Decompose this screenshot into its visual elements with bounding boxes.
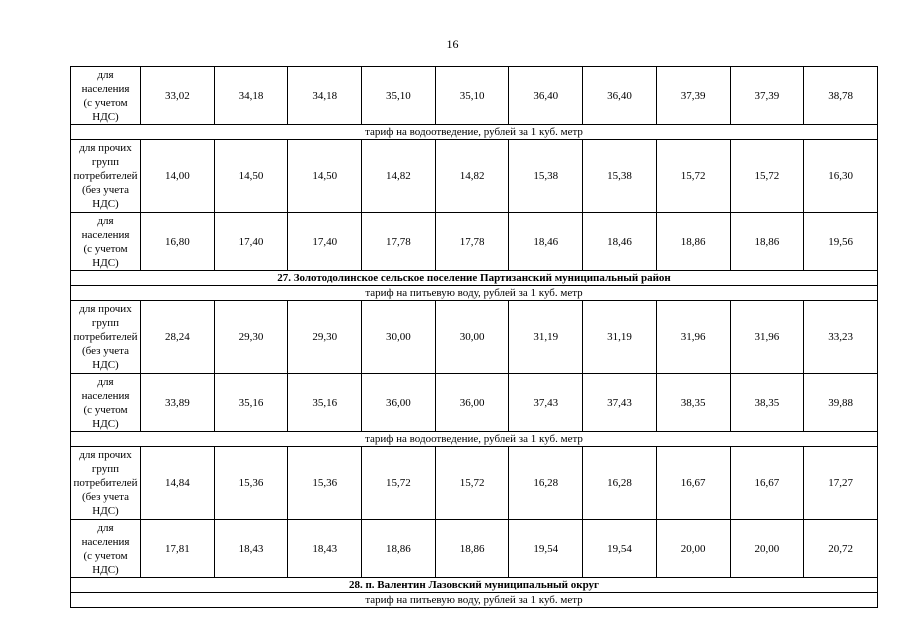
tariff-value-cell: 16,28 (583, 447, 657, 520)
row-label-line: для населения (81, 521, 130, 548)
tariff-value-cell: 30,00 (435, 301, 509, 374)
table-row (71, 374, 878, 432)
tariff-value-cell: 31,96 (730, 301, 804, 374)
tariff-value-cell: 14,84 (141, 447, 215, 520)
row-label-line: (без учета (82, 184, 129, 196)
tariff-value-cell: 19,54 (509, 520, 583, 578)
tariff-value-cell: 14,50 (214, 140, 288, 213)
row-label-line: для населения (81, 214, 130, 241)
row-label-line: НДС) (92, 563, 119, 576)
row-label (71, 447, 141, 520)
section-heading: 27. Золотодолинское сельское поселение Партизанский муниципальный район (71, 271, 878, 286)
tariff-value-cell: 15,36 (214, 447, 288, 520)
tariff-value-cell: 36,00 (362, 374, 436, 432)
tariff-value-cell: 19,54 (583, 520, 657, 578)
row-label-line: потребителей (73, 170, 138, 182)
tariff-value-cell: 18,86 (730, 213, 804, 271)
section-heading-row (71, 271, 878, 286)
row-label-line: НДС) (92, 256, 119, 269)
tariff-value-cell: 31,96 (656, 301, 730, 374)
tariff-value-cell: 35,16 (214, 374, 288, 432)
table-row (71, 301, 878, 374)
tariff-value-cell: 35,10 (362, 67, 436, 125)
tariff-value-cell: 20,72 (804, 520, 878, 578)
tariff-value-cell: 29,30 (214, 301, 288, 374)
tariff-value-cell: 17,78 (435, 213, 509, 271)
tariff-value-cell: 16,67 (656, 447, 730, 520)
tariff-value-cell: 33,02 (141, 67, 215, 125)
tariff-subheading: тариф на водоотведение, рублей за 1 куб. метр (71, 125, 878, 140)
tariff-value-cell: 17,27 (804, 447, 878, 520)
row-label-line: (с учетом (83, 96, 128, 109)
row-label (71, 301, 141, 374)
tariff-value-cell: 14,50 (288, 140, 362, 213)
row-label-line: НДС) (92, 198, 119, 210)
tariff-value-cell: 17,40 (288, 213, 362, 271)
row-label-line: (с учетом (83, 403, 128, 416)
row-label-line: для населения (81, 68, 130, 95)
section-heading: 28. п. Валентин Лазовский муниципальный округ (71, 578, 878, 593)
tariff-value-cell: 37,43 (509, 374, 583, 432)
tariff-value-cell: 18,86 (362, 520, 436, 578)
tariff-value-cell: 14,82 (435, 140, 509, 213)
table-row (71, 140, 878, 213)
table-row (71, 67, 878, 125)
tariff-subheading-row (71, 286, 878, 301)
row-label-line: (с учетом (83, 242, 128, 255)
tariff-value-cell: 37,39 (730, 67, 804, 125)
row-label (71, 520, 141, 578)
tariff-value-cell: 36,00 (435, 374, 509, 432)
tariff-table (70, 66, 878, 608)
tariff-value-cell: 15,38 (509, 140, 583, 213)
tariff-value-cell: 19,56 (804, 213, 878, 271)
tariff-value-cell: 35,16 (288, 374, 362, 432)
tariff-value-cell: 38,78 (804, 67, 878, 125)
tariff-value-cell: 15,72 (435, 447, 509, 520)
tariff-value-cell: 38,35 (730, 374, 804, 432)
row-label-line: для прочих (79, 142, 132, 154)
row-label (71, 67, 141, 125)
table-row (71, 447, 878, 520)
table-row (71, 520, 878, 578)
tariff-value-cell: 15,36 (288, 447, 362, 520)
tariff-value-cell: 39,88 (804, 374, 878, 432)
tariff-value-cell: 18,43 (288, 520, 362, 578)
row-label-line: НДС) (92, 505, 119, 517)
row-label (71, 374, 141, 432)
row-label-line: потребителей (73, 477, 138, 489)
row-label-line: НДС) (92, 110, 119, 123)
tariff-value-cell: 34,18 (288, 67, 362, 125)
tariff-value-cell: 15,72 (362, 447, 436, 520)
tariff-value-cell: 17,81 (141, 520, 215, 578)
tariff-value-cell: 14,00 (141, 140, 215, 213)
tariff-value-cell: 34,18 (214, 67, 288, 125)
row-label-line: потребителей (73, 331, 138, 343)
row-label-line: для населения (81, 375, 130, 402)
row-label-line: (с учетом (83, 549, 128, 562)
tariff-value-cell: 18,43 (214, 520, 288, 578)
tariff-value-cell: 31,19 (509, 301, 583, 374)
tariff-value-cell: 36,40 (583, 67, 657, 125)
tariff-subheading: тариф на питьевую воду, рублей за 1 куб. метр (71, 286, 878, 301)
tariff-value-cell: 18,46 (509, 213, 583, 271)
tariff-value-cell: 15,38 (583, 140, 657, 213)
tariff-subheading: тариф на питьевую воду, рублей за 1 куб. метр (71, 593, 878, 608)
row-label-line: для прочих (79, 449, 132, 461)
tariff-value-cell: 33,89 (141, 374, 215, 432)
section-heading-row (71, 578, 878, 593)
tariff-value-cell: 16,30 (804, 140, 878, 213)
row-label-line: групп (91, 317, 120, 329)
row-label (71, 213, 141, 271)
tariff-value-cell: 14,82 (362, 140, 436, 213)
tariff-subheading-row (71, 125, 878, 140)
tariff-value-cell: 16,28 (509, 447, 583, 520)
row-label-line: групп (91, 463, 120, 475)
tariff-value-cell: 30,00 (362, 301, 436, 374)
tariff-subheading: тариф на водоотведение, рублей за 1 куб. метр (71, 432, 878, 447)
tariff-value-cell: 20,00 (730, 520, 804, 578)
row-label-line: групп (91, 156, 120, 168)
tariff-value-cell: 15,72 (656, 140, 730, 213)
page-number: 16 (446, 37, 459, 51)
row-label-line: НДС) (92, 417, 119, 430)
tariff-value-cell: 15,72 (730, 140, 804, 213)
row-label-line: НДС) (92, 359, 119, 371)
tariff-value-cell: 16,80 (141, 213, 215, 271)
row-label (71, 140, 141, 213)
tariff-value-cell: 37,39 (656, 67, 730, 125)
tariff-value-cell: 37,43 (583, 374, 657, 432)
tariff-value-cell: 29,30 (288, 301, 362, 374)
tariff-value-cell: 20,00 (656, 520, 730, 578)
tariff-subheading-row (71, 593, 878, 608)
tariff-value-cell: 18,86 (656, 213, 730, 271)
tariff-value-cell: 28,24 (141, 301, 215, 374)
tariff-value-cell: 33,23 (804, 301, 878, 374)
row-label-line: для прочих (79, 303, 132, 315)
row-label-line: (без учета (82, 345, 129, 357)
tariff-value-cell: 18,46 (583, 213, 657, 271)
tariff-value-cell: 31,19 (583, 301, 657, 374)
tariff-value-cell: 36,40 (509, 67, 583, 125)
tariff-subheading-row (71, 432, 878, 447)
tariff-value-cell: 17,78 (362, 213, 436, 271)
tariff-value-cell: 35,10 (435, 67, 509, 125)
tariff-value-cell: 18,86 (435, 520, 509, 578)
table-row (71, 213, 878, 271)
tariff-value-cell: 17,40 (214, 213, 288, 271)
tariff-value-cell: 38,35 (656, 374, 730, 432)
tariff-value-cell: 16,67 (730, 447, 804, 520)
row-label-line: (без учета (82, 491, 129, 503)
